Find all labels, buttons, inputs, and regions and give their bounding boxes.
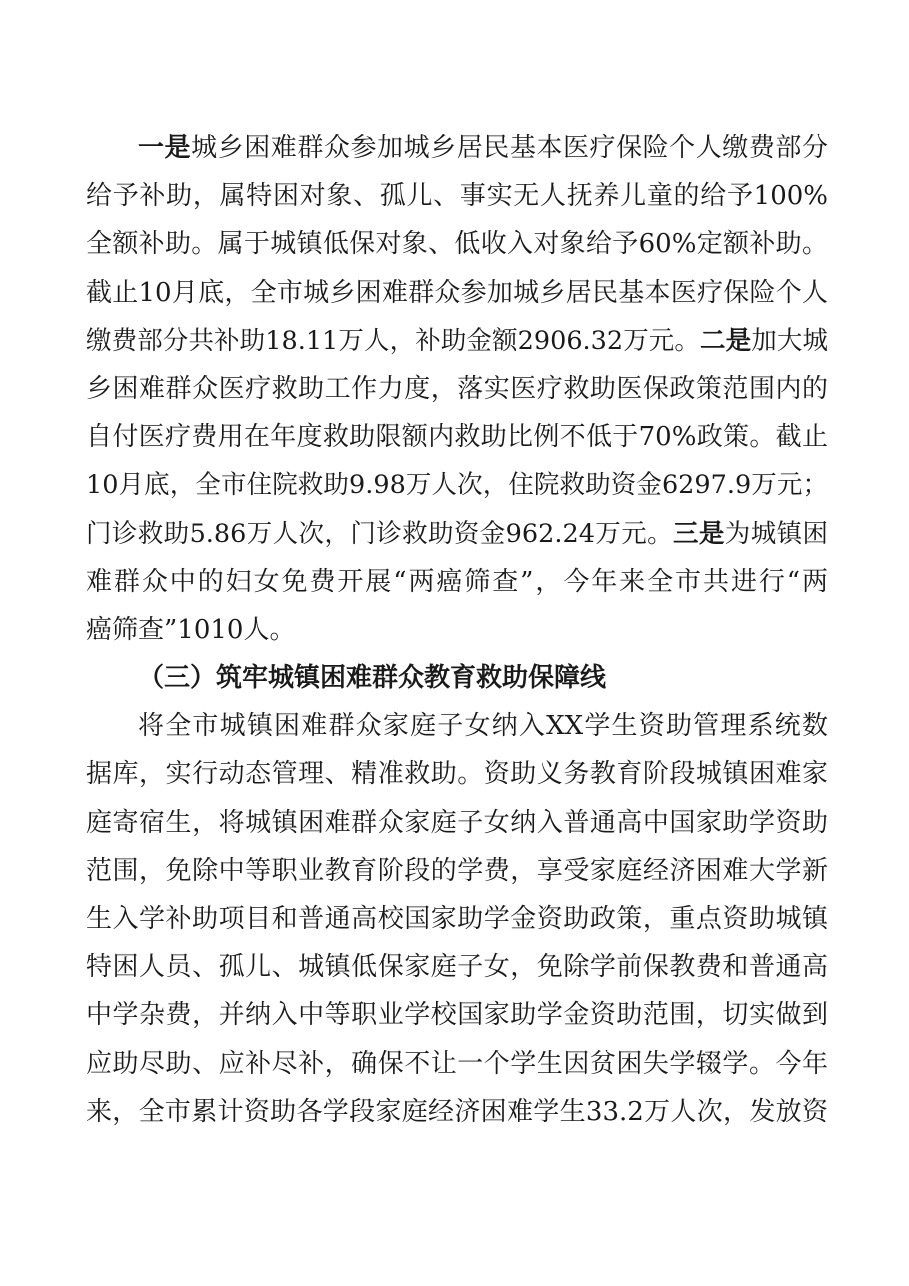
text-line: 给予补助，属特困对象、孤儿、事实无人抚养儿童的给予100%	[86, 181, 828, 212]
section-heading: （三）筑牢城镇困难群众教育救助保障线	[138, 663, 607, 694]
text-line	[86, 317, 828, 365]
text-line: 特困人员、孤儿、城镇低保家庭子女，免除学前保教费和普通高	[86, 952, 828, 983]
emphasis-third: 三是	[673, 518, 725, 549]
text-line: 将全市城镇困难群众家庭子女纳入XX学生资助管理系统数	[138, 711, 828, 742]
text-line: 来，全市累计资助各学段家庭经济困难学生33.2万人次，发放资	[86, 1096, 828, 1127]
text-segment: 缴费部分共补助18.11万人，补助金额2906.32万元。	[86, 325, 701, 356]
text-line: 10月底，全市住院救助9.98万人次，住院救助资金6297.9万元；	[86, 470, 828, 501]
text-segment: 加大城	[751, 325, 828, 356]
text-line: 范围，免除中等职业教育阶段的学费，享受家庭经济困难大学新	[86, 855, 828, 886]
text-line: 中学杂费，并纳入中等职业学校国家助学金资助范围，切实做到	[86, 1000, 828, 1031]
text-line: 庭寄宿生，将城镇困难群众家庭子女纳入普通高中国家助学资助	[86, 807, 828, 838]
text-segment: 城乡困难群众参加城乡居民基本医疗保险个人缴费部分	[191, 133, 828, 163]
text-line: 癌筛查”1010人。	[86, 614, 296, 645]
text-line: 难群众中的妇女免费开展“两癌筛查”，今年来全市共进行“两	[86, 566, 828, 597]
emphasis-second: 二是	[700, 325, 752, 356]
text-line: 自付医疗费用在年度救助限额内救助比例不低于70%政策。截止	[86, 422, 828, 453]
text-line: 生入学补助项目和普通高校国家助学金资助政策，重点资助城镇	[86, 904, 828, 934]
text-line: 据库，实行动态管理、精准救助。资助义务教育阶段城镇困难家	[86, 759, 828, 790]
text-line: 应助尽助、应补尽补，确保不让一个学生因贫困失学辍学。今年	[86, 1048, 828, 1079]
text-line	[86, 510, 828, 558]
text-line: 乡困难群众医疗救助工作力度，落实医疗救助医保政策范围内的	[86, 373, 828, 404]
text-line	[86, 124, 828, 172]
text-segment: 为城镇困	[724, 518, 828, 549]
emphasis-first: 一是	[138, 133, 192, 163]
document-body	[86, 124, 828, 1136]
paragraph-medical-assistance	[86, 124, 828, 654]
text-line: 截止10月底，全市城乡困难群众参加城乡居民基本医疗保险个人	[86, 277, 828, 308]
paragraph-education-assistance	[86, 702, 828, 1136]
text-line: 全额补助。属于城镇低保对象、低收入对象给予60%定额补助。	[86, 229, 828, 260]
text-segment: 门诊救助5.86万人次，门诊救助资金962.24万元。	[86, 518, 673, 549]
